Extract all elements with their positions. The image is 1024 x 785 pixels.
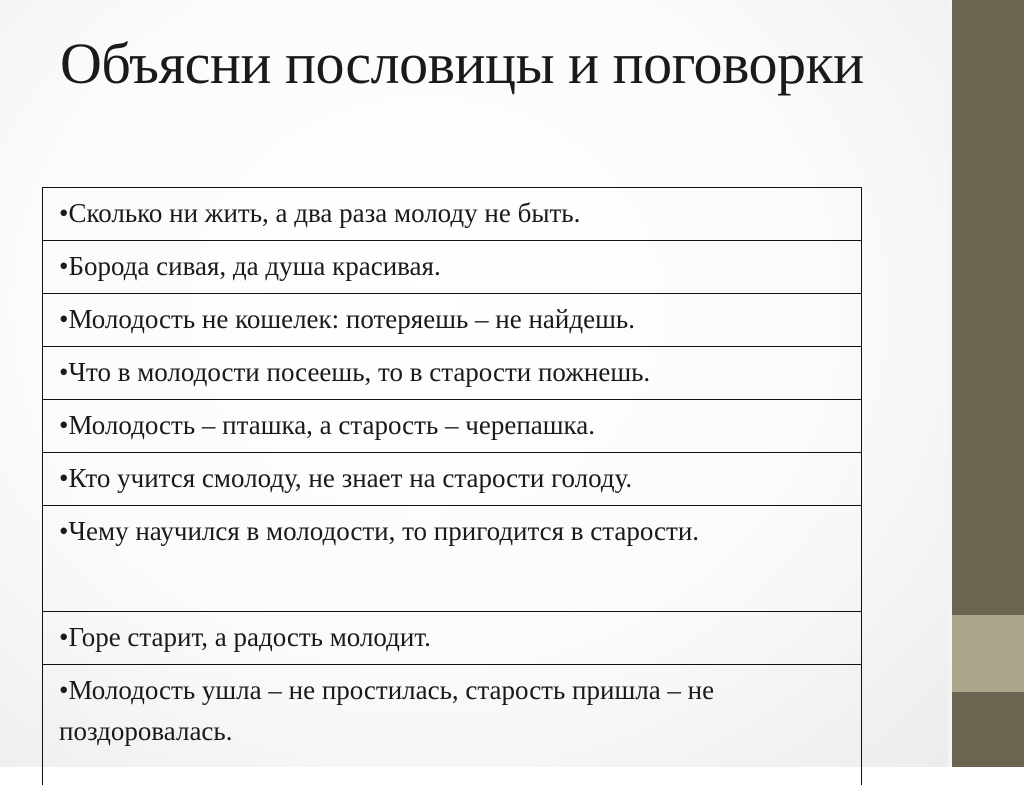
proverb-row: •Молодость не кошелек: потеряешь – не найдешь.: [43, 294, 861, 347]
proverb-row: •Что в молодости посеешь, то в старости пожнешь.: [43, 347, 861, 400]
proverb-table: [42, 187, 862, 785]
side-decor-accent: [952, 615, 1024, 692]
proverb-row: •Борода сивая, да душа красивая.: [43, 241, 861, 294]
proverb-row: •Сколько ни жить, а два раза молоду не быть.: [43, 188, 861, 241]
proverb-row: •Кто учится смолоду, не знает на старости голоду.: [43, 453, 861, 506]
proverb-row: •Молодость – пташка, а старость – черепашка.: [43, 400, 861, 453]
slide-title: Объясни пословицы и поговорки: [60, 31, 864, 96]
proverb-row: •Молодость ушла – не простилась, старость пришла – не поздоровалась.: [59, 675, 715, 746]
proverb-row: •Чему научился в молодости, то пригодится в старости.: [43, 506, 861, 612]
proverb-row: •Горе старит, а радость молодит.: [43, 612, 861, 665]
